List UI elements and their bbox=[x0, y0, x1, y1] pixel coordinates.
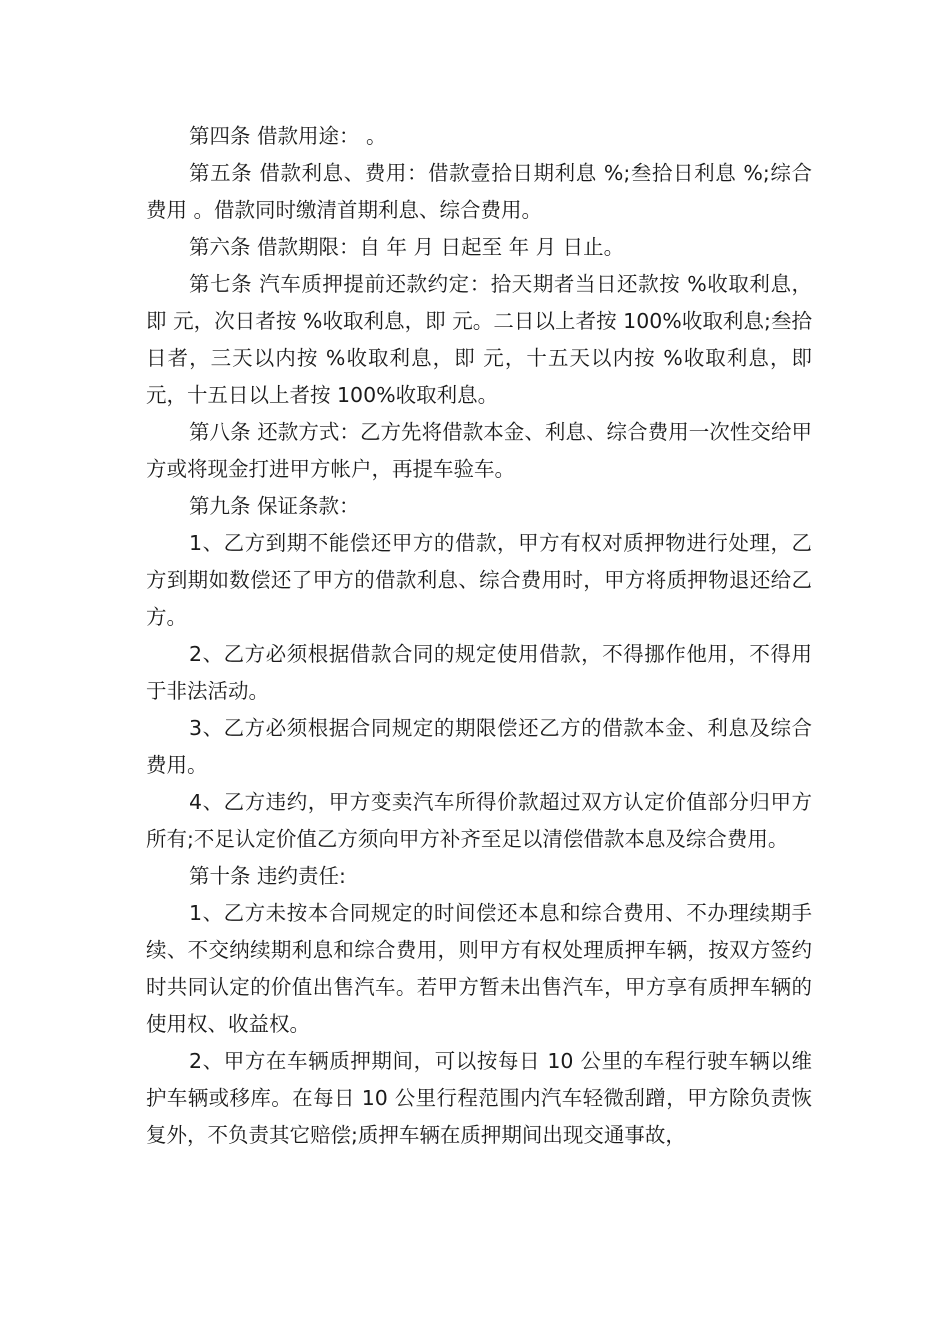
clause-6-term: 第六条 借款期限：自 年 月 日起至 年 月 日止。 bbox=[189, 235, 625, 259]
clause-9-item-2: 2、乙方必须根据借款合同的规定使用借款，不得挪作他用，不得用于非法活动。 bbox=[146, 642, 812, 703]
document-body bbox=[146, 118, 812, 1154]
clause-10-heading: 第十条 违约责任: bbox=[189, 864, 346, 888]
clause-10-item-2: 2、甲方在车辆质押期间，可以按每日 10 公里的车程行驶车辆以维护车辆或移库。在每日 10 公里行程范围内汽车轻微刮蹭，甲方除负责恢复外，不负责其它赔偿;质押车辆在质押期间出现交通事故， bbox=[146, 1049, 812, 1147]
clause-4-purpose: 第四条 借款用途： 。 bbox=[189, 124, 387, 148]
clause-10-item-1: 1、乙方未按本合同规定的时间偿还本息和综合费用、不办理续期手续、不交纳续期利息和综合费用，则甲方有权处理质押车辆，按双方签约时共同认定的价值出售汽车。若甲方暂未出售汽车，甲方享有质押车辆的使用权、收益权。 bbox=[146, 901, 812, 1036]
clause-9-heading: 第九条 保证条款： bbox=[189, 494, 360, 518]
clause-5-interest-fees: 第五条 借款利息、费用：借款壹拾日期利息 %;叁拾日利息 %;综合费用 。借款同时缴清首期利息、综合费用。 bbox=[146, 161, 812, 222]
clause-9-item-1: 1、乙方到期不能偿还甲方的借款，甲方有权对质押物进行处理，乙方到期如数偿还了甲方的借款利息、综合费用时，甲方将质押物退还给乙方。 bbox=[146, 531, 812, 629]
clause-8-repayment-method: 第八条 还款方式：乙方先将借款本金、利息、综合费用一次性交给甲方或将现金打进甲方帐户，再提车验车。 bbox=[146, 420, 812, 481]
clause-7-early-repayment: 第七条 汽车质押提前还款约定：拾天期者当日还款按 %收取利息，即 元，次日者按 %收取利息，即 元。二日以上者按 100%收取利息;叁拾日者，三天以内按 %收取利息，即 元，十五天以内按 %收取利息，即 元，十五日以上者按 100%收取利息。 bbox=[146, 272, 812, 407]
clause-9-item-3: 3、乙方必须根据合同规定的期限偿还乙方的借款本金、利息及综合费用。 bbox=[146, 716, 812, 777]
clause-9-item-4: 4、乙方违约，甲方变卖汽车所得价款超过双方认定价值部分归甲方所有;不足认定价值乙方须向甲方补齐至足以清偿借款本息及综合费用。 bbox=[146, 790, 812, 851]
